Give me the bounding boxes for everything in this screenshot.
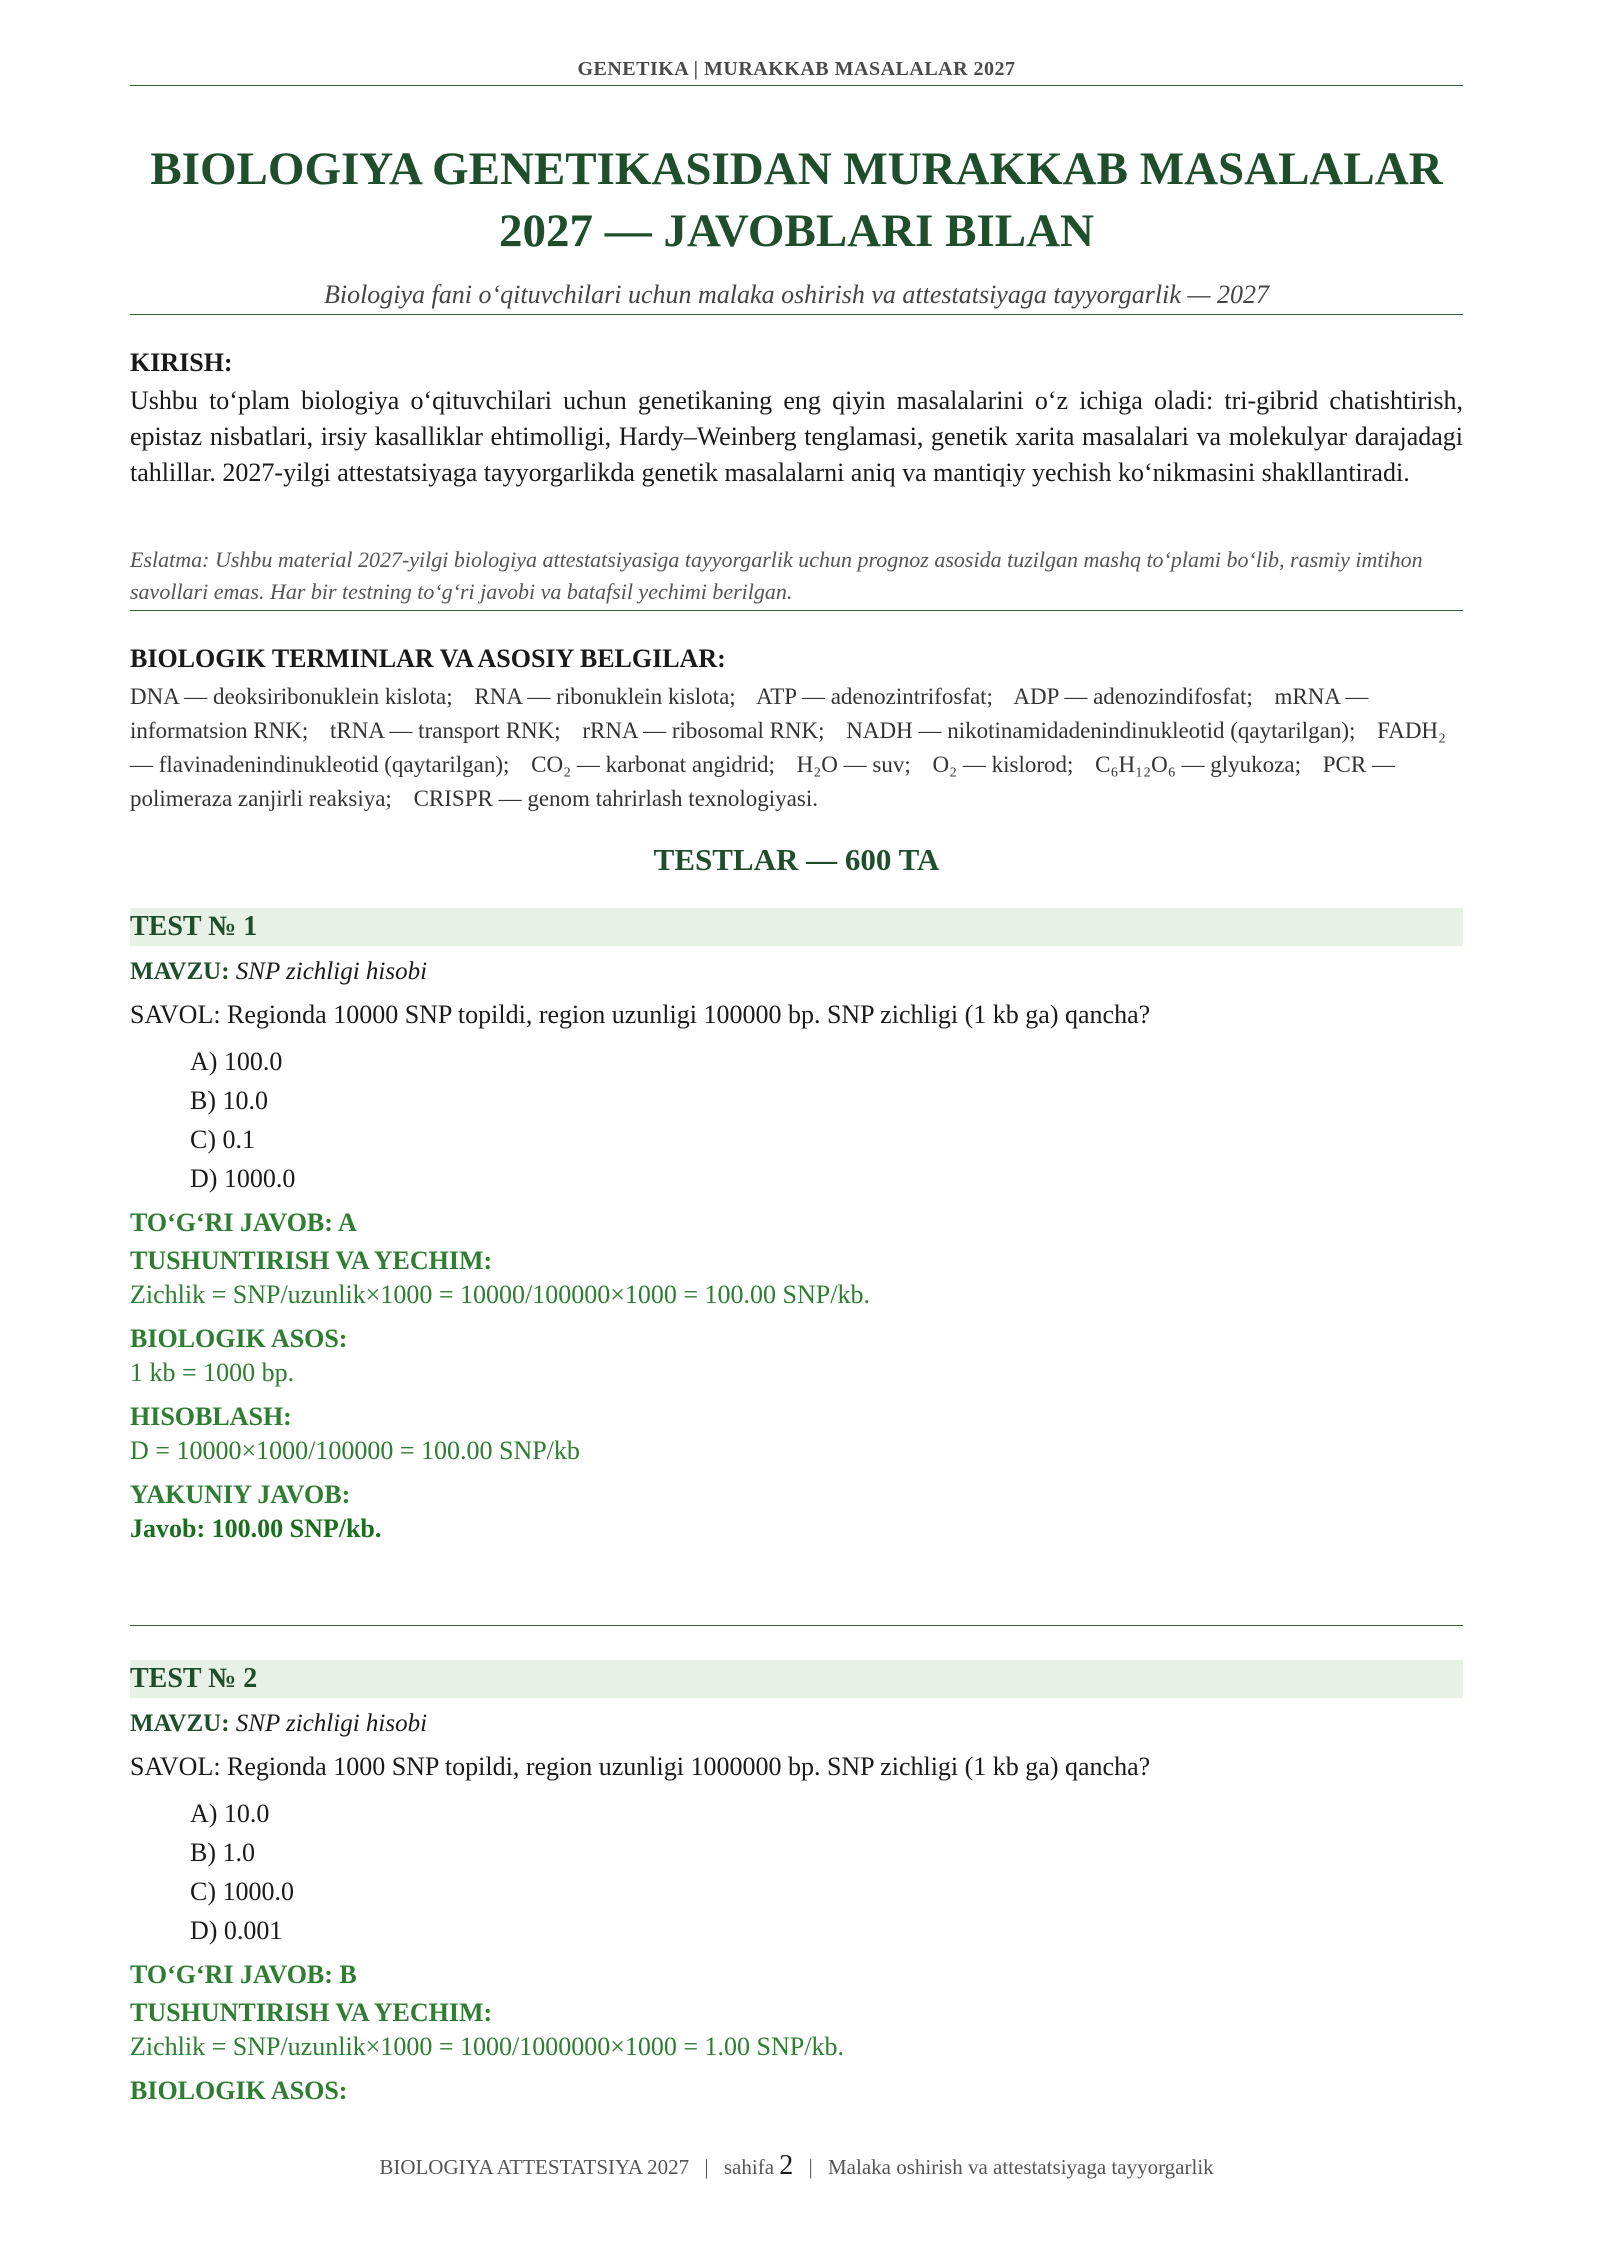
tests-heading: TESTLAR — 600 TA <box>653 842 940 877</box>
title-line-1: BIOLOGIYA GENETIKASIDAN MURAKKAB MASALALAR <box>150 143 1443 195</box>
term-item: C₆H₁₂O₆ — glyukoza; <box>1095 752 1301 777</box>
intro-body: Ushbu to‘plam biologiya o‘qituvchilari uchun genetikaning eng qiyin masalalarini o‘z ichiga oladi: tri-gibrid chatishtirish, epistaz nisbatlari, irsiy kasalliklar ehtimolligi, Hardy–Weinberg tenglamasi, genetik xarita masalalari va molekulyar darajadagi tahlillar. 2027-yilgi attestatsiyaga tayyorgarlikda genetik masalalarni aniq va mantiqiy yechish ko‘nikmasini shakllantiradi. <box>130 386 1463 487</box>
basis-text: 1 kb = 1000 bp. <box>130 1358 295 1387</box>
final-answer-text: Javob: 100.00 SNP/kb. <box>130 1514 382 1543</box>
topic-value: SNP zichligi hisobi <box>235 958 428 985</box>
term-item: PCR — polimeraza zanjirli reaksiya; <box>130 752 1395 811</box>
option-c: C) 1000.0 <box>190 1877 294 1906</box>
test-topic <box>130 1710 1463 1738</box>
correct-answer: TO‘G‘RI JAVOB: A <box>130 1208 357 1237</box>
test-question: SAVOL: Regionda 1000 SNP topildi, region uzunligi 1000000 bp. SNP zichligi (1 kb ga) qancha? <box>130 1752 1151 1781</box>
answer-options <box>190 1794 1463 1950</box>
terms-heading: BIOLOGIK TERMINLAR VA ASOSIY BELGILAR: <box>130 644 726 673</box>
topic-value: SNP zichligi hisobi <box>235 1710 428 1737</box>
test-2 <box>130 1660 1463 2106</box>
footer-divider: | <box>704 2155 709 2179</box>
option-c: C) 0.1 <box>190 1125 255 1154</box>
explanation-text: Zichlik = SNP/uzunlik×1000 = 10000/100000×1000 = 100.00 SNP/kb. <box>130 1280 870 1309</box>
term-item: mRNA — informatsion RNK; <box>130 684 1369 743</box>
explanation-label: TUSHUNTIRISH VA YECHIM: <box>130 1998 493 2027</box>
option-b: B) 10.0 <box>190 1086 268 1115</box>
term-item: CRISPR — genom tahrirlash texnologiyasi. <box>413 786 818 811</box>
test-title: TEST № 2 <box>130 1660 1463 1698</box>
basis-label: BIOLOGIK ASOS: <box>130 2076 348 2105</box>
explanation-text: Zichlik = SNP/uzunlik×1000 = 1000/1000000×1000 = 1.00 SNP/kb. <box>130 2032 844 2061</box>
test-topic <box>130 958 1463 986</box>
test-title: TEST № 1 <box>130 908 1463 946</box>
term-item: NADH — nikotinamidadenindinukleotid (qaytarilgan); <box>846 718 1356 743</box>
footer-right: Malaka oshirish va attestatsiyaga tayyorgarlik <box>828 2155 1214 2179</box>
option-d: D) 1000.0 <box>190 1164 296 1193</box>
term-item: ADP — adenozindifosfat; <box>1013 684 1253 709</box>
term-item: FADH₂ — flavinadenindinukleotid (qaytarilgan); <box>130 718 1447 777</box>
terms-list <box>130 680 1463 816</box>
answer-options <box>190 1042 1463 1198</box>
correct-answer: TO‘G‘RI JAVOB: B <box>130 1960 357 1989</box>
final-answer-label: YAKUNIY JAVOB: <box>130 1480 351 1509</box>
test-separator <box>130 1625 1463 1626</box>
test-question: SAVOL: Regionda 10000 SNP topildi, region uzunligi 100000 bp. SNP zichligi (1 kb ga) qancha? <box>130 1000 1151 1029</box>
title-line-2: 2027 — JAVOBLARI BILAN <box>499 205 1094 257</box>
basis-label: BIOLOGIK ASOS: <box>130 1324 348 1353</box>
calculation-text: D = 10000×1000/100000 = 100.00 SNP/kb <box>130 1436 580 1465</box>
page-number: 2 <box>779 2150 794 2181</box>
option-b: B) 1.0 <box>190 1838 255 1867</box>
option-a: A) 100.0 <box>190 1047 283 1076</box>
term-item: H₂O — suv; <box>796 752 911 777</box>
explanation-label: TUSHUNTIRISH VA YECHIM: <box>130 1246 493 1275</box>
option-a: A) 10.0 <box>190 1799 270 1828</box>
test-1 <box>130 908 1463 1544</box>
topic-label: MAVZU: <box>130 958 230 985</box>
intro-heading: KIRISH: <box>130 348 233 377</box>
term-item: tRNA — transport RNK; <box>330 718 561 743</box>
term-item: CO₂ — karbonat angidrid; <box>531 752 775 777</box>
term-item: DNA — deoksiribonuklein kislota; <box>130 684 453 709</box>
term-item: ATP — adenozintrifosfat; <box>756 684 993 709</box>
term-item: RNA — ribonuklein kislota; <box>474 684 736 709</box>
footer-left: BIOLOGIYA ATTESTATSIYA 2027 <box>379 2155 690 2179</box>
footer-divider: | <box>808 2155 813 2179</box>
running-header: GENETIKA | MURAKKAB MASALALAR 2027 <box>130 58 1463 86</box>
term-item: rRNA — ribosomal RNK; <box>582 718 825 743</box>
term-item: O₂ — kislorod; <box>932 752 1074 777</box>
topic-label: MAVZU: <box>130 1710 230 1737</box>
page-footer <box>130 2150 1463 2182</box>
calculation-label: HISOBLASH: <box>130 1402 292 1431</box>
footer-page-label: sahifa <box>723 2155 775 2179</box>
intro-note: Eslatma: Ushbu material 2027-yilgi biologiya attestatsiyasiga tayyorgarlik uchun prognoz asosida tuzilgan mashq to‘plami bo‘lib, rasmiy imtihon savollari emas. Har bir testning to‘g‘ri javobi va batafsil yechimi berilgan. <box>130 544 1463 611</box>
document-subtitle: Biologiya fani o‘qituvchilari uchun malaka oshirish va attestatsiyaga tayyorgarlik — 2027 <box>130 280 1463 315</box>
option-d: D) 0.001 <box>190 1916 283 1945</box>
document-title <box>130 138 1463 262</box>
